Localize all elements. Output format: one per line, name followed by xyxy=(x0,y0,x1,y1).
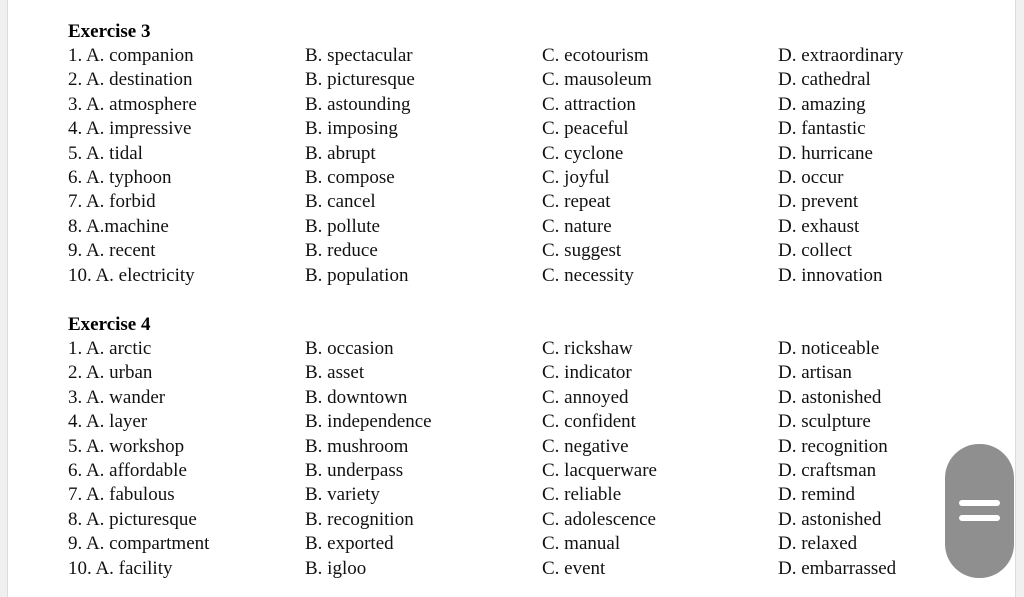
option-c: C. attraction xyxy=(542,93,636,115)
exercise-title: Exercise 4 xyxy=(68,314,151,335)
option-d: D. fantastic xyxy=(778,118,866,140)
option-a: 10. A. facility xyxy=(68,557,173,579)
option-c: C. lacquerware xyxy=(542,459,657,481)
option-d: D. hurricane xyxy=(778,142,873,164)
question-row xyxy=(68,190,968,214)
option-d: D. recognition xyxy=(778,435,888,457)
option-d: D. astonished xyxy=(778,386,882,408)
option-a: 9. A. compartment xyxy=(68,533,210,555)
exercise-title: Exercise 3 xyxy=(68,21,151,42)
option-b: B. astounding xyxy=(305,93,411,115)
question-row xyxy=(68,142,968,166)
option-a: 2. A. urban xyxy=(68,362,153,384)
option-c: C. suggest xyxy=(542,240,622,262)
option-a: 8. A.machine xyxy=(68,215,169,237)
option-d: D. remind xyxy=(778,484,856,506)
option-d: D. cathedral xyxy=(778,69,871,91)
option-c: C. confident xyxy=(542,411,636,433)
option-c: C. negative xyxy=(542,435,629,457)
option-b: B. spectacular xyxy=(305,45,413,66)
drag-handle-icon xyxy=(959,515,1000,521)
option-c: C. reliable xyxy=(542,484,622,506)
option-a: 3. A. wander xyxy=(68,386,166,408)
question-row xyxy=(68,435,968,459)
question-row xyxy=(68,459,968,483)
option-a: 1. A. arctic xyxy=(68,338,152,359)
option-b: B. pollute xyxy=(305,215,380,237)
option-b: B. occasion xyxy=(305,338,394,359)
option-d: D. collect xyxy=(778,240,852,262)
option-d: D. exhaust xyxy=(778,215,860,237)
exercise-4 xyxy=(68,313,968,581)
exercise-3 xyxy=(68,20,968,288)
option-a: 4. A. impressive xyxy=(68,118,192,140)
option-a: 4. A. layer xyxy=(68,411,148,433)
option-b: B. independence xyxy=(305,411,432,433)
exercise-rows xyxy=(68,44,968,288)
option-d: D. extraordinary xyxy=(778,45,904,66)
question-row xyxy=(68,337,968,361)
question-row xyxy=(68,483,968,507)
option-b: B. variety xyxy=(305,484,380,506)
option-c: C. event xyxy=(542,557,606,579)
question-row xyxy=(68,44,968,68)
option-a: 10. A. electricity xyxy=(68,264,195,286)
option-a: 8. A. picturesque xyxy=(68,508,197,530)
option-d: D. craftsman xyxy=(778,459,877,481)
option-d: D. innovation xyxy=(778,264,883,286)
option-a: 7. A. forbid xyxy=(68,191,156,213)
option-c: C. nature xyxy=(542,215,612,237)
question-row xyxy=(68,361,968,385)
option-a: 2. A. destination xyxy=(68,69,193,91)
option-c: C. repeat xyxy=(542,191,611,213)
option-b: B. asset xyxy=(305,362,365,384)
question-row xyxy=(68,264,968,288)
option-c: C. manual xyxy=(542,533,621,555)
option-b: B. population xyxy=(305,264,409,286)
document-page xyxy=(7,0,1016,597)
question-row xyxy=(68,117,968,141)
option-a: 3. A. atmosphere xyxy=(68,93,197,115)
option-c: C. ecotourism xyxy=(542,45,649,66)
option-c: C. rickshaw xyxy=(542,338,633,359)
option-a: 7. A. fabulous xyxy=(68,484,175,506)
option-b: B. compose xyxy=(305,166,395,188)
option-d: D. noticeable xyxy=(778,338,880,359)
option-d: D. occur xyxy=(778,166,844,188)
option-b: B. mushroom xyxy=(305,435,409,457)
drag-handle-icon xyxy=(959,500,1000,506)
option-d: D. embarrassed xyxy=(778,557,897,579)
question-row xyxy=(68,93,968,117)
option-a: 9. A. recent xyxy=(68,240,156,262)
option-a: 1. A. companion xyxy=(68,45,194,66)
option-b: B. cancel xyxy=(305,191,376,213)
question-row xyxy=(68,215,968,239)
option-d: D. artisan xyxy=(778,362,852,384)
option-b: B. igloo xyxy=(305,557,367,579)
scroll-handle[interactable] xyxy=(945,444,1014,578)
option-c: C. cyclone xyxy=(542,142,624,164)
option-b: B. underpass xyxy=(305,459,404,481)
option-b: B. picturesque xyxy=(305,69,415,91)
question-row xyxy=(68,508,968,532)
question-row xyxy=(68,557,968,581)
question-row xyxy=(68,68,968,92)
option-c: C. peaceful xyxy=(542,118,629,140)
question-row xyxy=(68,532,968,556)
question-row xyxy=(68,410,968,434)
option-c: C. adolescence xyxy=(542,508,656,530)
option-d: D. amazing xyxy=(778,93,866,115)
option-c: C. mausoleum xyxy=(542,69,652,91)
option-b: B. abrupt xyxy=(305,142,376,164)
option-a: 6. A. affordable xyxy=(68,459,187,481)
option-a: 5. A. tidal xyxy=(68,142,143,164)
option-c: C. joyful xyxy=(542,166,610,188)
option-d: D. relaxed xyxy=(778,533,858,555)
question-row xyxy=(68,166,968,190)
option-a: 6. A. typhoon xyxy=(68,166,172,188)
option-a: 5. A. workshop xyxy=(68,435,185,457)
option-c: C. annoyed xyxy=(542,386,629,408)
option-b: B. downtown xyxy=(305,386,408,408)
option-c: C. necessity xyxy=(542,264,634,286)
option-b: B. reduce xyxy=(305,240,378,262)
option-b: B. imposing xyxy=(305,118,398,140)
option-d: D. astonished xyxy=(778,508,882,530)
exercise-rows xyxy=(68,337,968,581)
question-row xyxy=(68,239,968,263)
option-b: B. exported xyxy=(305,533,394,555)
option-b: B. recognition xyxy=(305,508,414,530)
option-d: D. prevent xyxy=(778,191,859,213)
option-d: D. sculpture xyxy=(778,411,871,433)
option-c: C. indicator xyxy=(542,362,632,384)
question-row xyxy=(68,386,968,410)
